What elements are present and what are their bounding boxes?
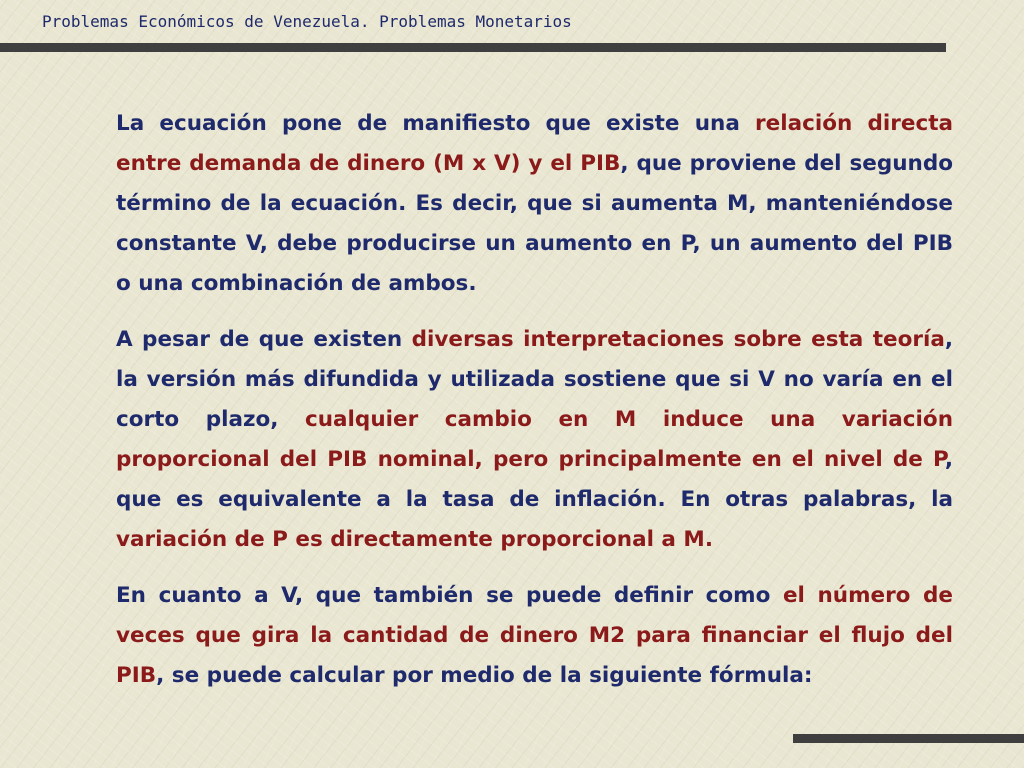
paragraph-1 [116,104,953,304]
paragraph-2-highlight: diversas interpretaciones sobre esta teoría [411,327,945,352]
paragraph-3-text: , se puede calcular por medio de la siguiente fórmula: [156,663,813,688]
paragraph-1-text: La ecuación pone de manifiesto que existe una [116,111,756,136]
paragraph-3 [116,576,953,696]
paragraph-2-text: , que es equivalente a la tasa de inflación. En otras palabras, la [116,447,953,512]
paragraph-2-highlight: variación de P es directamente proporcional a M. [116,527,713,552]
header-divider-rule [0,43,946,52]
paragraph-3-highlight: el número de veces que gira la cantidad de dinero M2 para financiar el flujo del PIB [116,583,954,688]
footer-divider-rule [793,734,1024,743]
paragraph-1-text: , que proviene del segundo término de la ecuación. Es decir, que si aumenta M, manteniéndose constante V, debe producirse un aumento en P, un aumento del PIB o una combinación de ambos. [116,151,953,296]
slide-body [116,104,953,712]
slide-header-title: Problemas Económicos de Venezuela. Problemas Monetarios [42,12,572,31]
paragraph-3-text: En cuanto a V, que también se puede definir como [116,583,783,608]
paragraph-1-highlight: relación directa entre demanda de dinero (M x V) y el PIB [116,111,953,176]
paragraph-2 [116,320,953,560]
paragraph-2-highlight: cualquier cambio en M induce una variación proporcional del PIB nominal, pero principalmente en el nivel de P [116,407,953,472]
paragraph-2-text: , la versión más difundida y utilizada sostiene que si V no varía en el corto plazo, [116,327,953,432]
paragraph-2-text: A pesar de que existen [116,327,412,352]
